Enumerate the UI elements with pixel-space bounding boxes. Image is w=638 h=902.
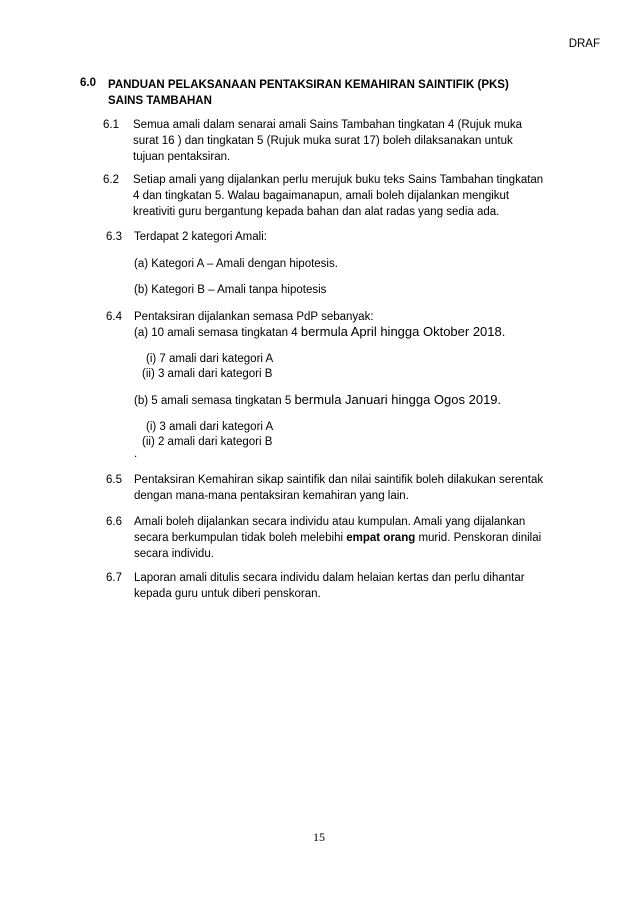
item-text-6-7 (134, 570, 564, 602)
text-line: kreativiti guru bergantung kepada bahan dan alat radas yang sedia ada. (133, 206, 500, 218)
item-text-6-2 (133, 172, 563, 220)
form4-sub-i: (i) 7 amali dari kategori A (146, 353, 274, 365)
form5-count: (b) 5 amali semasa tingkatan 5 (134, 395, 295, 407)
text-line: Pentaksiran Kemahiran sikap saintifik dan nilai saintifik boleh dilakukan serentak (134, 474, 544, 486)
text-line (134, 530, 564, 546)
form4-count: (a) 10 amali semasa tingkatan 4 (134, 327, 301, 339)
form5-sub-i: (i) 3 amali dari kategori A (146, 421, 274, 433)
category-a-line: (a) Kategori A – Amali dengan hipotesis. (134, 258, 338, 270)
text-line: tujuan pentaksiran. (133, 151, 231, 163)
text-line: 4 dan tingkatan 5. Walau bagaimanapun, amali boleh dijalankan mengikut (133, 190, 510, 202)
section-title-line1: PANDUAN PELAKSANAAN PENTAKSIRAN KEMAHIRAN SAINTIFIK (PKS) (108, 79, 509, 91)
item-number-6-5: 6.5 (106, 474, 122, 486)
text-line: Laporan amali ditulis secara individu dalam helaian kertas dan perlu dihantar (134, 572, 525, 584)
item-number-6-4: 6.4 (106, 311, 122, 323)
draft-label: DRAF (568, 38, 600, 50)
text-line: kepada guru untuk diberi penskoran. (134, 588, 321, 600)
text-line: Setiap amali yang dijalankan perlu merujuk buku teks Sains Tambahan tingkatan (133, 174, 544, 186)
section-title-line2: SAINS TAMBAHAN (108, 95, 212, 107)
item-number-6-3: 6.3 (106, 231, 122, 243)
text-fragment: murid. Penskoran dinilai (415, 532, 542, 544)
section-title (108, 77, 578, 109)
item-number-6-7: 6.7 (106, 572, 122, 584)
form5-line (134, 392, 501, 409)
text-line: Amali boleh dijalankan secara individu atau kumpulan. Amali yang dijalankan (134, 516, 526, 528)
item-number-6-6: 6.6 (106, 516, 122, 528)
form4-sub-ii: (ii) 3 amali dari kategori B (142, 368, 273, 380)
item-text-6-4: Pentaksiran dijalankan semasa PdP sebanyak: (134, 311, 374, 323)
form4-period: bermula April hingga Oktober 2018. (300, 324, 506, 339)
category-b-line: (b) Kategori B – Amali tanpa hipotesis (134, 284, 327, 296)
text-fragment: secara berkumpulan tidak boleh melebihi (134, 532, 347, 544)
item-text-6-5 (134, 472, 564, 504)
form5-period: bermula Januari hingga Ogos 2019. (294, 392, 502, 407)
item-text-6-6 (134, 514, 564, 562)
section-number: 6.0 (80, 77, 96, 89)
emphasis-text: empat orang (346, 532, 416, 544)
stray-dot: . (134, 448, 138, 460)
text-line: dengan mana-mana pentaksiran kemahiran yang lain. (134, 490, 409, 502)
text-line: Semua amali dalam senarai amali Sains Tambahan tingkatan 4 (Rujuk muka (133, 119, 523, 131)
page-number: 15 (313, 830, 325, 844)
item-number-6-1: 6.1 (103, 119, 119, 131)
item-text-6-3: Terdapat 2 kategori Amali: (134, 231, 267, 243)
form4-line (134, 324, 505, 341)
text-line: surat 16 ) dan tingkatan 5 (Rujuk muka surat 17) boleh dilaksanakan untuk (133, 135, 513, 147)
item-number-6-2: 6.2 (103, 174, 119, 186)
item-text-6-1 (133, 117, 563, 165)
text-line: secara individu. (134, 548, 214, 560)
form5-sub-ii: (ii) 2 amali dari kategori B (142, 436, 273, 448)
